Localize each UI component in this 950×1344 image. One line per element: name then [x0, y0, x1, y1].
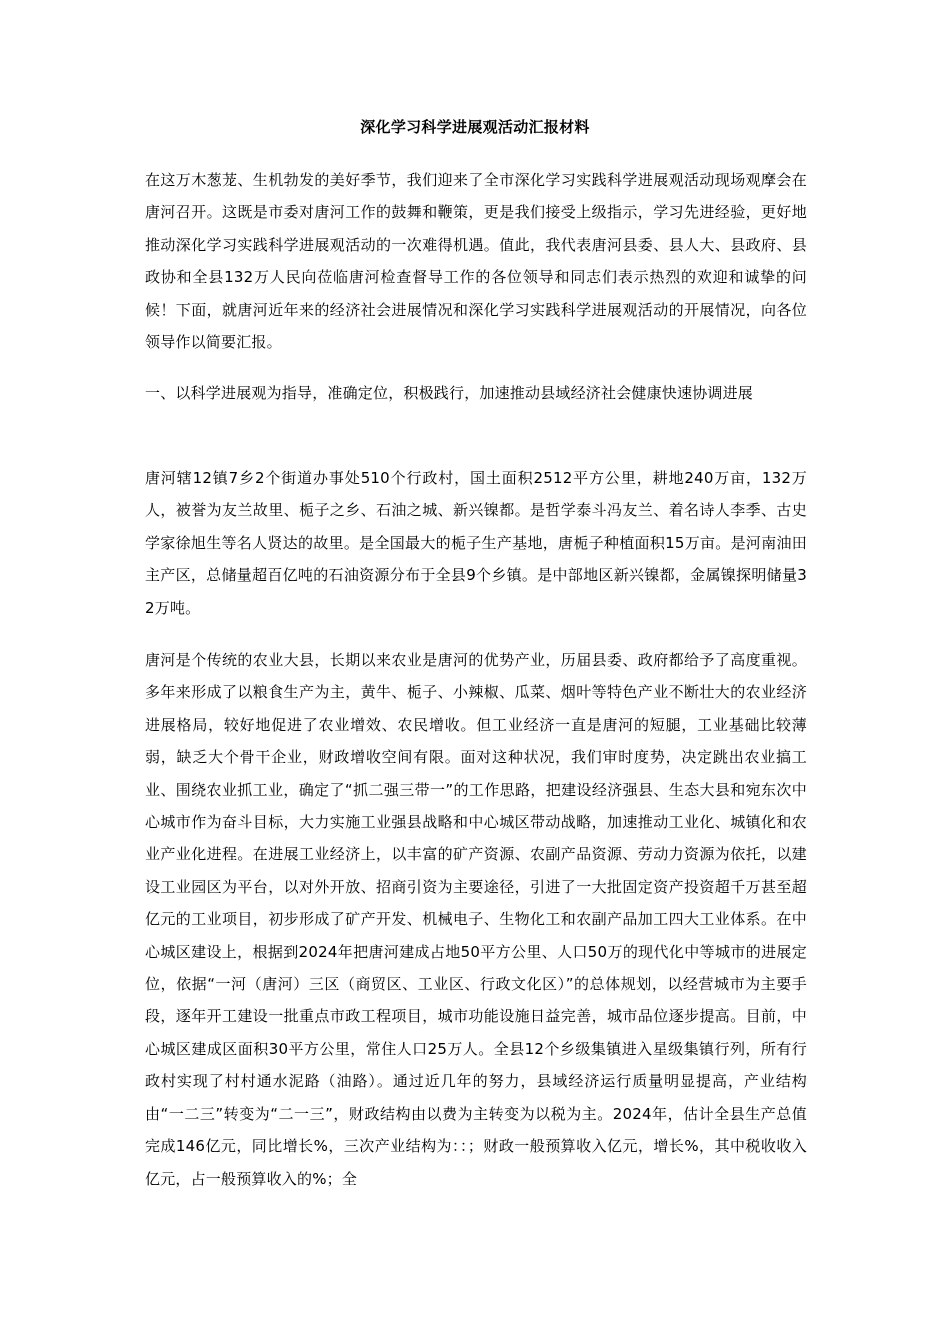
intro-paragraph: 在这万木葱茏、生机勃发的美好季节，我们迎来了全市深化学习实践科学进展观活动现场观摩会在唐河召开。这既是市委对唐河工作的鼓舞和鞭策，更是我们接受上级指示，学习先进经验，更好地推动深化学习实践科学进展观活动的一次难得机遇。值此，我代表唐河县委、县人大、县政府、县政协和全县132万人民向莅临唐河检查督导工作的各位领导和同志们表示热烈的欢迎和诚挚的问候！下面，就唐河近年来的经济社会进展情况和深化学习实践科学进展观活动的开展情况，向各位领导作以简要汇报。	[145, 171, 807, 352]
overview-paragraph: 唐河辖12镇7乡2个街道办事处510个行政村，国土面积2512平方公里，耕地240万亩，132万人，被誉为友兰故里、栀子之乡、石油之城、新兴镍都。是哲学泰斗冯友兰、着名诗人李季、古史学家徐旭生等名人贤达的故里。是全国最大的栀子生产基地，唐栀子种植面积15万亩。是河南油田主产区，总储量超百亿吨的石油资源分布于全县9个乡镇。是中部地区新兴镍都，金属镍探明储量32万吨。	[145, 469, 807, 617]
document-title: 深化学习科学进展观活动汇报材料	[360, 118, 590, 136]
development-paragraph: 唐河是个传统的农业大县，长期以来农业是唐河的优势产业，历届县委、政府都给予了高度重视。多年来形成了以粮食生产为主，黄牛、栀子、小辣椒、瓜菜、烟叶等特色产业不断壮大的农业经济进展格局，较好地促进了农业增效、农民增收。但工业经济一直是唐河的短腿，工业基础比较薄弱，缺乏大个骨干企业，财政增收空间有限。面对这种状况，我们审时度势，决定跳出农业搞工业、围绕农业抓工业，确定了“抓二强三带一”的工作思路，把建设经济强县、生态大县和宛东次中心城市作为奋斗目标，大力实施工业强县战略和中心城区带动战略，加速推动工业化、城镇化和农业产业化进程。在进展工业经济上，以丰富的矿产资源、农副产品资源、劳动力资源为依托，以建设工业园区为平台，以对外开放、招商引资为主要途径，引进了一大批固定资产投资超千万甚至超亿元的工业项目，初步形成了矿产开发、机械电子、生物化工和农副产品加工四大工业体系。在中心城区建设上，根据到2024年把唐河建成占地50平方公里、人口50万的现代化中等城市的进展定位，依据“一河（唐河）三区（商贸区、工业区、行政文化区）”的总体规划，以经营城市为主要手段，逐年开工建设一批重点市政工程项目，城市功能设施日益完善，城市品位逐步提高。目前，中心城区建成区面积30平方公里，常住人口25万人。全县12个乡级集镇进入星级集镇行列，所有行政村实现了村村通水泥路（油路）。通过近几年的努力，县域经济运行质量明显提高，产业结构由“一二三”转变为“二一三”，财政结构由以费为主转变为以税为主。2024年，估计全县生产总值完成146亿元，同比增长%，三次产业结构为：：；财政一般预算收入亿元，增长%，其中税收收入亿元，占一般预算收入的%；全	[145, 651, 807, 1188]
section-heading: 一、以科学进展观为指导，准确定位，积极践行，加速推动县域经济社会健康快速协调进展	[145, 384, 754, 402]
